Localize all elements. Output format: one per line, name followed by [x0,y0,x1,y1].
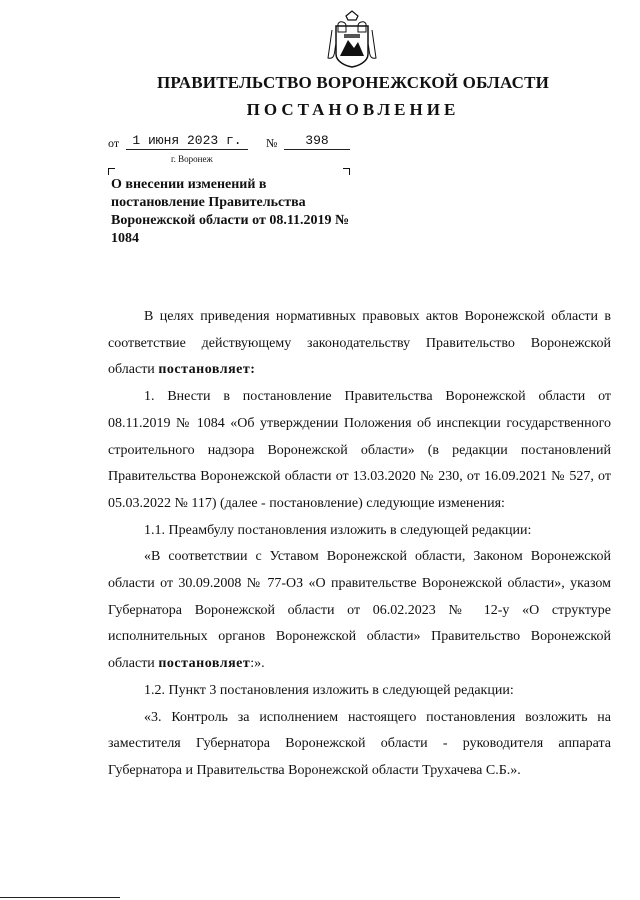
subject-bracket-right [343,168,350,175]
document-number: 398 [284,133,350,150]
date-number-line [108,133,368,153]
subject-bracket-left [108,168,115,175]
document-date: 1 июня 2023 г. [126,133,248,150]
intro-paragraph: В целях приведения нормативных правовых актов Воронежской области в соответствие действующему законодательству Правительство Воронежской области постановляет: [108,309,611,378]
city: г. Воронеж [171,154,213,164]
item-1-2: 1.2. Пункт 3 постановления изложить в следующей редакции: [144,682,514,698]
item-1: 1. Внести в постановление Правительства Воронежской области от 08.11.2019 № 1084 «Об утверждении Положения об инспекции государственного строительного надзора Воронежской области» (в редакции постановлений Правительства Воронежской области от 13.03.2020 № 230, от 16.09.2021 № 527, от 05.03.2022 № 117) (далее - постановление) следующие изменения: [108,389,611,511]
quote-preamble: «В соответствии с Уставом Воронежской области, Законом Воронежской области от 30.09.2008 № 77-ОЗ «О правительстве Воронежской области», указом Губернатора Воронежской области от 06.02.2023 № 12-у «О структуре исполнительных органов Воронежской области» Правительство Воронежской области постановляет:». [108,549,611,672]
footer-rule [0,897,120,898]
document-body [108,304,611,785]
number-prefix: № [266,136,278,150]
government-name: ПРАВИТЕЛЬСТВО ВОРОНЕЖСКОЙ ОБЛАСТИ [156,73,550,92]
document-type: ПОСТАНОВЛЕНИЕ [246,100,460,119]
date-prefix: от [108,136,120,150]
coat-of-arms-icon [326,10,378,68]
document-subject: О внесении изменений в постановление Правительства Воронежской области от 08.11.2019 № 1084 [111,177,350,246]
quote-item-3: «3. Контроль за исполнением настоящего постановления возложить на заместителя Губернатора Воронежской области - руководителя аппарата Губернатора и Правительства Воронежской области Трухачева С.Б.». [108,709,611,778]
item-1-1: 1.1. Преамбулу постановления изложить в следующей редакции: [144,522,532,538]
